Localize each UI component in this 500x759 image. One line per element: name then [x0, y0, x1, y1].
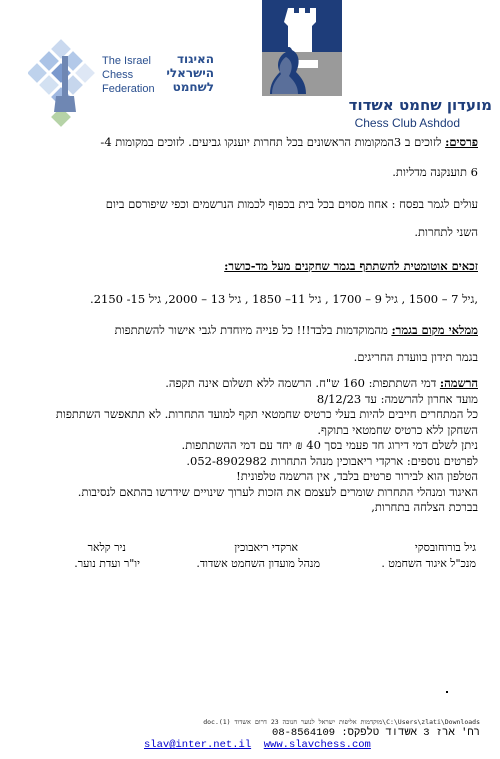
prizes-text: לזוכים ב 3המקומות הראשונים בכל תחרות יוענקו גביעים. לזוכים במקומות 4-: [100, 135, 446, 149]
prizes-paragraph: [18, 133, 478, 151]
substitutes-paragraph-cont: [18, 348, 478, 366]
signature-1-name: גיל בורוחובסקי: [414, 541, 476, 554]
footer: [140, 718, 480, 751]
good-luck-line: בברכת הצלחה בתחרות,: [371, 500, 478, 514]
final-line-1: עולים לגמר בפסח : אחוז מסוים בכל בית בכפוף לכמות הנרשמים וכפי שיפורסם ביום: [105, 197, 478, 211]
registration-line: [18, 376, 478, 392]
ratings-text: ,גיל 7 – 1500 , גיל 9 – 1700 , גיל 11– 1850 , גיל 13 – 2000, גיל 15- 2150.: [90, 292, 478, 306]
footer-email-link[interactable]: slav@inter.net.il: [144, 739, 252, 751]
registration-block: [18, 376, 478, 516]
signature-1-title: מנכ"ל איגוד השחמט .: [381, 557, 476, 570]
chess-club-ashdod-logo: [262, 0, 500, 130]
registration-label: הרשמה:: [439, 376, 478, 390]
substitutes-line-2: בגמר תידון בוועדת החריגים.: [353, 350, 478, 364]
signature-3: [30, 540, 140, 572]
footer-doc-path: doc.(1) מוקדמות אליפות ישראל לנוער חנוכה 23 דרום אשדוד\C:\Users\zlati\Downloads: [203, 718, 480, 726]
signature-3-name: ניר קלאר: [87, 541, 126, 554]
registration-text: דמי השתתפות: 160 ש"ח. הרשמה ללא תשלום אינה תקפה.: [165, 376, 440, 390]
auto-qualify-heading: [18, 257, 478, 275]
prizes-label: פרסים:: [445, 135, 478, 149]
substitutes-paragraph: [18, 321, 478, 339]
prizes-line-2: 6 תוענקנה מדליות.: [392, 165, 478, 179]
auto-qualify-text: זכאים אוטומטית להשתתף בגמר שחקנים מעל מד-כושר:: [224, 259, 478, 273]
card-rule-line-2: השחקן ללא כרטיס שחמטאי בתוקף.: [317, 422, 478, 437]
footer-links: [140, 739, 480, 751]
prizes-line-1: [18, 133, 478, 151]
deadline-line: מועד אחרון להרשמה: עד 8/12/23: [316, 391, 478, 406]
rights-line: האיגוד ומנהלי התחרות שומרים לעצמם את הזכות לערוך שינויים שידרשו בהתאם לנסיבות.: [77, 484, 478, 499]
israel-chess-federation-logo: [28, 28, 214, 138]
signature-2-title: מנהל מועדון השחמט אשדוד.: [196, 557, 320, 570]
signature-2-name: ארקדי ריאבוכין: [234, 541, 298, 554]
federation-name-he-line-1: האיגוד: [176, 52, 214, 66]
details-line: לפרטים נוספים: ארקדי ריאבוכין מנהל התחרות 052-8902982.: [186, 453, 478, 468]
footer-address: רח' ארז 3 אשדוד טלפקס: 08-8564109: [272, 727, 480, 739]
signature-2: [150, 540, 320, 572]
federation-name-he-line-3: לשחמט: [172, 80, 214, 94]
federation-name-he: [132, 52, 214, 94]
footer-website-link[interactable]: www.slavchess.com: [263, 739, 371, 751]
federation-name-en-line-3: Federation: [102, 83, 155, 95]
federation-emblem-icon: [28, 36, 100, 132]
club-title-en: Chess Club Ashdod: [354, 116, 460, 130]
ratings-line: [18, 290, 478, 308]
federation-name-he-line-2: הישראלי: [166, 66, 214, 80]
phone-note-line: הטלפון הוא לבירור פרטים בלבד, אין הרשמה טלפונית!: [236, 469, 478, 483]
fee-note-line: ניתן לשלם דמי דירוג חד פעמי בסך 40 ₪ יחד עם דמי ההשתתפות.: [181, 438, 478, 452]
card-rule-line: כל המתחרים חייבים להיות בעלי כרטיס שחמטאי תקף למועד התחרות. לא תתאפשר השתתפות: [55, 407, 478, 421]
federation-name-en-line-1: The Israel: [102, 55, 151, 67]
federation-name-en-line-2: Chess: [102, 69, 134, 81]
prizes-paragraph-cont: [18, 163, 478, 181]
substitutes-text: מהמוקדמות בלבד!!! כל פנייה מיוחדת לגבי אישור להשתתפות: [114, 323, 392, 337]
substitutes-label: ממלאי מקום בגמר:: [391, 323, 478, 337]
final-paragraph-cont: [18, 223, 478, 241]
chess-pieces-emblem-icon: [262, 0, 342, 96]
signature-1: [326, 540, 476, 572]
signature-3-title: יו"ר ועדת נוער.: [74, 557, 140, 570]
club-title-he: מועדון שחמט אשדוד: [348, 96, 492, 114]
stray-dot: [446, 691, 448, 693]
final-line-2: השני לתחרות.: [414, 225, 478, 239]
final-paragraph: [18, 195, 478, 213]
